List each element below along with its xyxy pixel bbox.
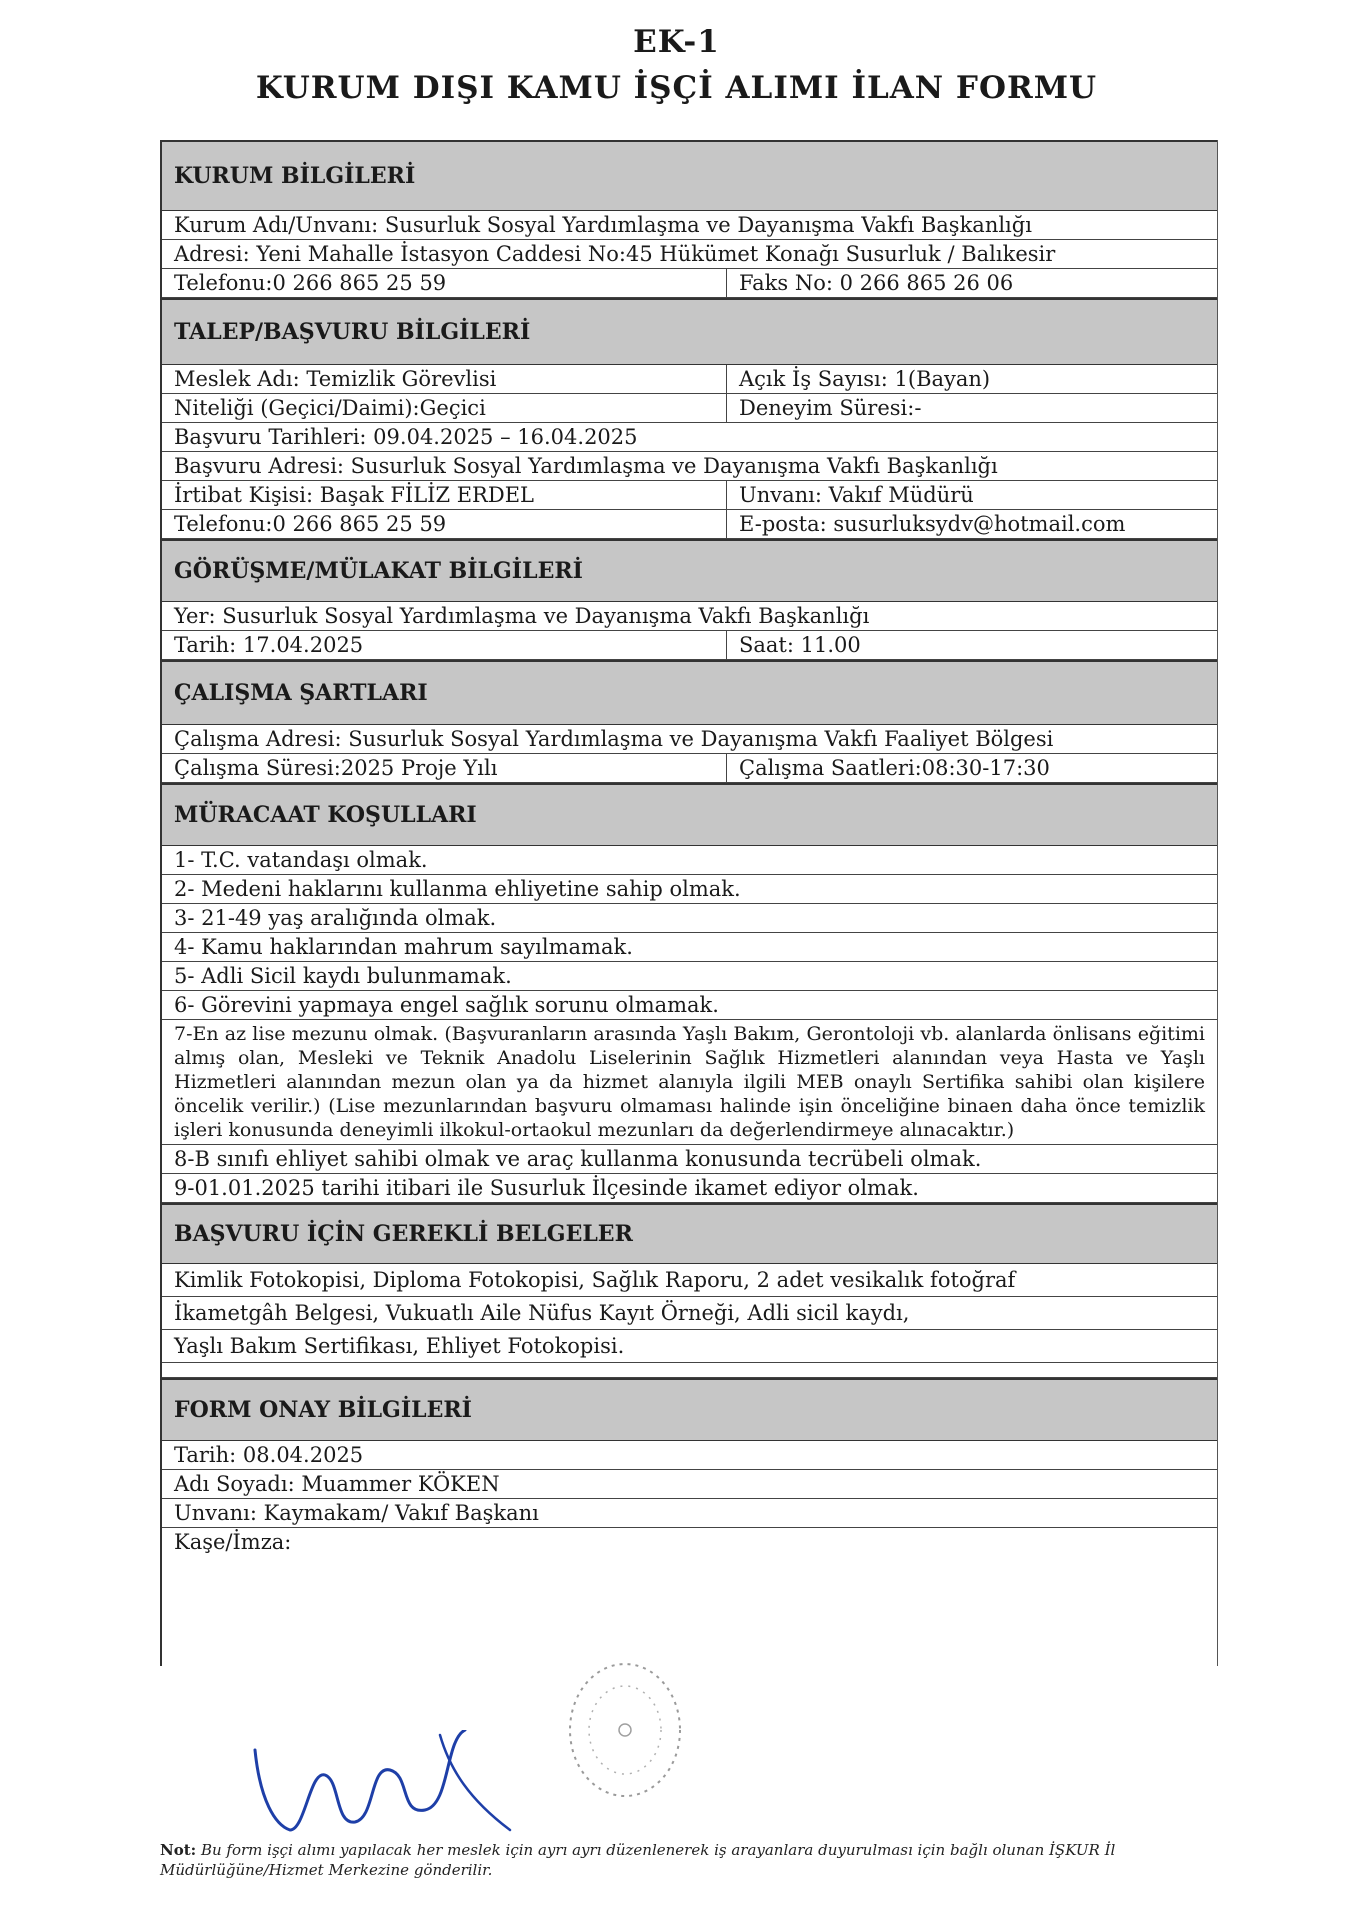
gorusme-yeri: Yer: Susurluk Sosyal Yardımlaşma ve Dayanışma Vakfı Başkanlığı [174,604,870,628]
form-row [162,269,1217,298]
calisma-adresi: Çalışma Adresi: Susurluk Sosyal Yardımlaşma ve Dayanışma Vakfı Faaliyet Bölgesi [174,727,1054,751]
section-header-gorusme: GÖRÜŞME/MÜLAKAT BİLGİLERİ [162,539,1217,602]
form-row [162,510,1217,539]
form-row [162,211,1217,240]
condition-item: 3- 21-49 yaş aralığında olmak. [162,904,1217,933]
form-row [162,481,1217,510]
kurum-name: Kurum Adı/Unvanı: Susurluk Sosyal Yardımlaşma ve Dayanışma Vakfı Başkanlığı [174,213,1032,237]
basvuru-tarihleri: Başvuru Tarihleri: 09.04.2025 – 16.04.2025 [174,425,638,449]
deneyim-suresi: Deneyim Süresi:- [739,396,922,420]
condition-item: 4- Kamu haklarından mahrum sayılmamak. [162,933,1217,962]
condition-item: 6- Görevini yapmaya engel sağlık sorunu olmamak. [162,991,1217,1020]
basvuru-adresi: Başvuru Adresi: Susurluk Sosyal Yardımlaşma ve Dayanışma Vakfı Başkanlığı [174,454,998,478]
gorusme-saati: Saat: 11.00 [739,633,861,657]
document-line: Kimlik Fotokopisi, Diploma Fotokopisi, Sağlık Raporu, 2 adet vesikalık fotoğraf [162,1264,1217,1297]
niteligi: Niteliği (Geçici/Daimi):Geçici [162,394,727,422]
gorusme-tarihi: Tarih: 17.04.2025 [162,631,727,659]
condition-item: 7-En az lise mezunu olmak. (Başvuranların arasında Yaşlı Bakım, Gerontoloji vb. alanlarda önlisans eğitimi almış olan, Mesleki ve Teknik Anadolu Liselerinin Sağlık Hizmetleri alanından veya Hasta ve Yaşlı Hizmetleri alanından mezun olan ya da hizmet alanıyla ilgili MEB onaylı Sertifika sahibi olan kişilere öncelik verilir.) (Lise mezunlarından başvuru olmaması halinde işin önceliğine binaen daha önce temizlik işleri konusunda deneyimli ilkokul-ortaokul mezunları da değerlendirmeye alınacaktır.) [162,1020,1217,1145]
section-header-calisma: ÇALIŞMA ŞARTLARI [162,660,1217,725]
footnote [160,1840,1215,1880]
official-seal [560,1655,690,1805]
note-text: Bu form işçi alımı yapılacak her meslek için ayrı ayrı düzenlenerek iş arayanlara duyurulması için bağlı olunan İŞKUR İl Müdürlüğüne/Hizmet Merkezine gönderilir. [160,1841,1116,1879]
section-header-talep: TALEP/BAŞVURU BİLGİLERİ [162,298,1217,365]
section-header-muracaat: MÜRACAAT KOŞULLARI [162,783,1217,846]
document-title: KURUM DIŞI KAMU İŞÇİ ALIMI İLAN FORMU [255,70,1098,106]
note-label: Not: [160,1841,197,1859]
form-row [162,423,1217,452]
document-line: İkametgâh Belgesi, Vukuatlı Aile Nüfus Kayıt Örneği, Adli sicil kaydı, [162,1297,1217,1330]
form-row [162,365,1217,394]
signature-area [162,1556,1217,1666]
form-row [162,602,1217,631]
irtibat-eposta: E-posta: susurluksydv@hotmail.com [739,512,1126,536]
form-row [162,452,1217,481]
irtibat-unvani: Unvanı: Vakıf Müdürü [739,483,974,507]
section-header-onay: FORM ONAY BİLGİLERİ [162,1378,1217,1441]
application-form [160,140,1218,1666]
condition-item: 5- Adli Sicil kaydı bulunmamak. [162,962,1217,991]
onay-unvani: Unvanı: Kaymakam/ Vakıf Başkanı [162,1499,1217,1528]
calisma-suresi: Çalışma Süresi:2025 Proje Yılı [162,754,727,782]
condition-item: 8-B sınıfı ehliyet sahibi olmak ve araç kullanma konusunda tecrübeli olmak. [162,1145,1217,1174]
onay-kase-imza: Kaşe/İmza: [174,1530,292,1554]
kurum-address: Adresi: Yeni Mahalle İstasyon Caddesi No:45 Hükümet Konağı Susurluk / Balıkesir [174,242,1056,266]
onay-adi-soyadi: Adı Soyadı: Muammer KÖKEN [162,1470,1217,1499]
condition-item: 9-01.01.2025 tarihi itibari ile Susurluk İlçesinde ikamet ediyor olmak. [162,1174,1217,1203]
kurum-phone: Telefonu:0 266 865 25 59 [162,269,727,297]
document-header [0,22,1353,108]
condition-item: 1- T.C. vatandaşı olmak. [162,846,1217,875]
irtibat-kisisi: İrtibat Kişisi: Başak FİLİZ ERDEL [162,481,727,509]
condition-item: 2- Medeni haklarını kullanma ehliyetine sahip olmak. [162,875,1217,904]
form-row [162,240,1217,269]
handwritten-signature [250,1730,570,1850]
section-header-belgeler: BAŞVURU İÇİN GEREKLİ BELGELER [162,1203,1217,1264]
onay-tarih: Tarih: 08.04.2025 [162,1441,1217,1470]
form-row [162,631,1217,660]
irtibat-telefonu: Telefonu:0 266 865 25 59 [162,510,727,538]
acik-is-sayisi: Açık İş Sayısı: 1(Bayan) [739,367,991,391]
meslek-adi: Meslek Adı: Temizlik Görevlisi [162,365,727,393]
kurum-fax: Faks No: 0 266 865 26 06 [739,271,1014,295]
form-row [162,394,1217,423]
document-code: EK-1 [633,24,720,60]
section-header-kurum: KURUM BİLGİLERİ [162,140,1217,211]
form-row [162,754,1217,783]
blank-row [162,1363,1217,1378]
form-row [162,725,1217,754]
calisma-saatleri: Çalışma Saatleri:08:30-17:30 [739,756,1050,780]
document-line: Yaşlı Bakım Sertifikası, Ehliyet Fotokopisi. [162,1330,1217,1363]
